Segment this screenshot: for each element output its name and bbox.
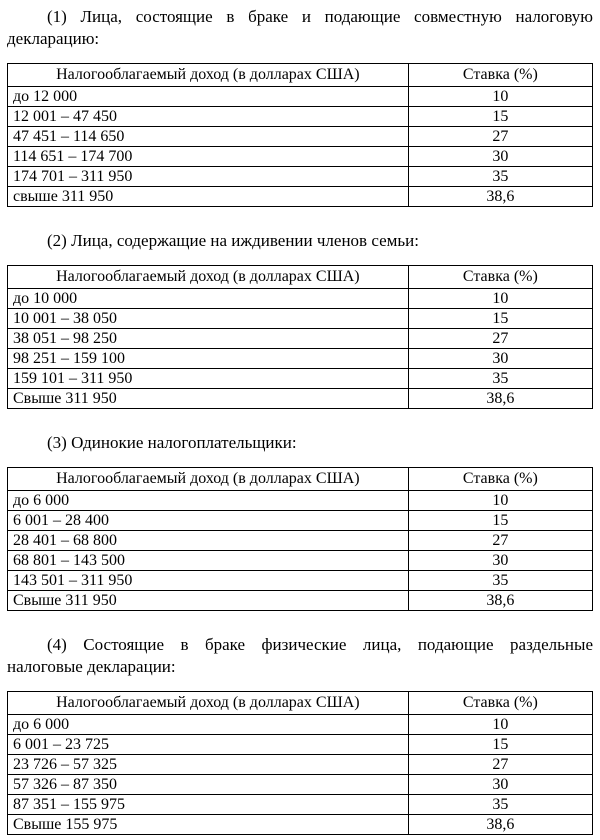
rate-column-header: Ставка (%) <box>408 692 592 715</box>
table-row <box>8 167 593 187</box>
income-column-header: Налогооблагаемый доход (в долларах США) <box>8 692 409 715</box>
income-range-cell: 159 101 – 311 950 <box>8 369 409 389</box>
table-row <box>8 107 593 127</box>
section-4-heading-line-1: (4) Состоящие в браке физические лица, подающие раздельные <box>47 635 593 654</box>
section-1-heading-line-2: декларацию: <box>7 29 100 48</box>
section-1-heading <box>7 6 593 50</box>
tax-table-1 <box>7 63 593 207</box>
table-row <box>8 349 593 369</box>
table-header-row <box>8 64 593 87</box>
rate-column-header: Ставка (%) <box>408 266 592 289</box>
income-range-cell: 47 451 – 114 650 <box>8 127 409 147</box>
rate-cell: 30 <box>408 147 592 167</box>
rate-cell: 10 <box>408 715 592 735</box>
rate-cell: 27 <box>408 531 592 551</box>
income-range-cell: 12 001 – 47 450 <box>8 107 409 127</box>
income-range-cell: 114 651 – 174 700 <box>8 147 409 167</box>
income-range-cell: 57 326 – 87 350 <box>8 775 409 795</box>
rate-cell: 30 <box>408 349 592 369</box>
section-2-heading <box>7 230 593 252</box>
table-header-row <box>8 266 593 289</box>
income-range-cell: до 10 000 <box>8 289 409 309</box>
section-4-heading <box>7 634 593 678</box>
section-1 <box>7 6 593 207</box>
section-3-heading <box>7 432 593 454</box>
income-range-cell: 6 001 – 23 725 <box>8 735 409 755</box>
section-2-heading-line-1: (2) Лица, содержащие на иждивении членов семьи: <box>47 231 419 250</box>
income-range-cell: Свыше 311 950 <box>8 389 409 409</box>
table-row <box>8 87 593 107</box>
income-range-cell: 23 726 – 57 325 <box>8 755 409 775</box>
table-row <box>8 815 593 835</box>
rate-cell: 38,6 <box>408 187 592 207</box>
section-4-heading-line-2: налоговые декларации: <box>7 657 176 676</box>
rate-cell: 38,6 <box>408 389 592 409</box>
income-column-header: Налогооблагаемый доход (в долларах США) <box>8 64 409 87</box>
table-row <box>8 795 593 815</box>
rate-cell: 38,6 <box>408 591 592 611</box>
table-row <box>8 591 593 611</box>
income-range-cell: 98 251 – 159 100 <box>8 349 409 369</box>
table-row <box>8 491 593 511</box>
table-row <box>8 551 593 571</box>
rate-cell: 35 <box>408 795 592 815</box>
rate-cell: 30 <box>408 775 592 795</box>
tax-table-2 <box>7 265 593 409</box>
income-range-cell: 28 401 – 68 800 <box>8 531 409 551</box>
tax-table-3 <box>7 467 593 611</box>
table-row <box>8 715 593 735</box>
section-2 <box>7 230 593 409</box>
table-row <box>8 329 593 349</box>
table-row <box>8 147 593 167</box>
income-range-cell: 174 701 – 311 950 <box>8 167 409 187</box>
table-row <box>8 187 593 207</box>
rate-cell: 38,6 <box>408 815 592 835</box>
income-range-cell: до 6 000 <box>8 491 409 511</box>
income-range-cell: до 12 000 <box>8 87 409 107</box>
table-row <box>8 127 593 147</box>
income-range-cell: 87 351 – 155 975 <box>8 795 409 815</box>
rate-cell: 10 <box>408 289 592 309</box>
table-header-row <box>8 468 593 491</box>
income-column-header: Налогооблагаемый доход (в долларах США) <box>8 468 409 491</box>
rate-cell: 15 <box>408 511 592 531</box>
rate-column-header: Ставка (%) <box>408 468 592 491</box>
income-range-cell: 143 501 – 311 950 <box>8 571 409 591</box>
income-range-cell: 10 001 – 38 050 <box>8 309 409 329</box>
table-row <box>8 571 593 591</box>
income-range-cell: до 6 000 <box>8 715 409 735</box>
table-row <box>8 755 593 775</box>
income-column-header: Налогооблагаемый доход (в долларах США) <box>8 266 409 289</box>
rate-column-header: Ставка (%) <box>408 64 592 87</box>
income-range-cell: Свыше 311 950 <box>8 591 409 611</box>
table-row <box>8 369 593 389</box>
table-row <box>8 531 593 551</box>
table-row <box>8 775 593 795</box>
section-3-heading-line-1: (3) Одинокие налогоплательщики: <box>47 433 297 452</box>
rate-cell: 35 <box>408 167 592 187</box>
rate-cell: 35 <box>408 369 592 389</box>
table-row <box>8 289 593 309</box>
rate-cell: 35 <box>408 571 592 591</box>
income-range-cell: Свыше 155 975 <box>8 815 409 835</box>
income-range-cell: свыше 311 950 <box>8 187 409 207</box>
rate-cell: 10 <box>408 491 592 511</box>
section-3 <box>7 432 593 611</box>
rate-cell: 27 <box>408 329 592 349</box>
rate-cell: 15 <box>408 735 592 755</box>
table-row <box>8 309 593 329</box>
table-row <box>8 511 593 531</box>
income-range-cell: 38 051 – 98 250 <box>8 329 409 349</box>
rate-cell: 10 <box>408 87 592 107</box>
table-row <box>8 735 593 755</box>
tax-table-4 <box>7 691 593 835</box>
table-header-row <box>8 692 593 715</box>
income-range-cell: 6 001 – 28 400 <box>8 511 409 531</box>
section-4 <box>7 634 593 835</box>
rate-cell: 27 <box>408 755 592 775</box>
table-row <box>8 389 593 409</box>
rate-cell: 30 <box>408 551 592 571</box>
section-1-heading-line-1: (1) Лица, состоящие в браке и подающие совместную налоговую <box>47 7 593 26</box>
rate-cell: 15 <box>408 107 592 127</box>
rate-cell: 15 <box>408 309 592 329</box>
income-range-cell: 68 801 – 143 500 <box>8 551 409 571</box>
rate-cell: 27 <box>408 127 592 147</box>
